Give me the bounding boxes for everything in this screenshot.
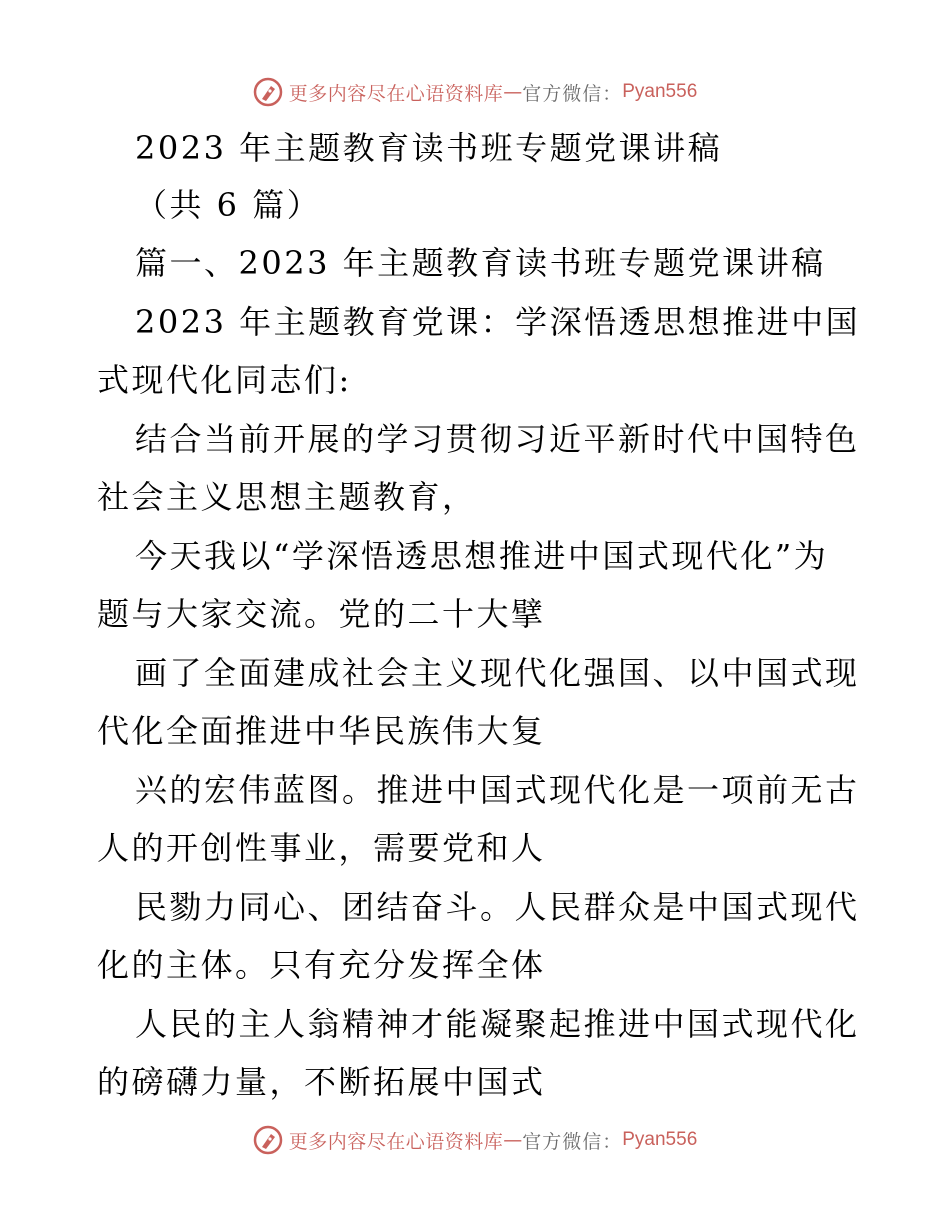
header-watermark [0, 72, 950, 112]
body-line: 题与大家交流。党的二十大擘 [97, 595, 546, 633]
watermark-dash: — [503, 1129, 523, 1151]
body-line: 化的主体。只有充分发挥全体 [97, 946, 546, 984]
body-line: 结合当前开展的学习贯彻习近平新时代中国特色 [135, 420, 860, 458]
watermark-main-text: 更多内容尽在心语资料库 [288, 82, 504, 105]
body-line: 代化全面推进中华民族伟大复 [97, 712, 546, 750]
body-line: 今天我以“学深悟透思想推进中国式现代化”为 [135, 537, 829, 575]
pen-nib-logo-icon [253, 1125, 283, 1155]
document-title: 2023 年主题教育读书班专题党课讲稿 [135, 129, 723, 167]
body-line: 2023 年主题教育党课：学深悟透思想推进中国 [135, 303, 861, 341]
body-line: 人民的主人翁精神才能凝聚起推进中国式现代化 [135, 1005, 860, 1043]
body-line: 画了全面建成社会主义现代化强国、以中国式现 [135, 654, 860, 692]
watermark-wechat-id: Pyan556 [622, 1129, 698, 1150]
footer-watermark [0, 1120, 950, 1160]
body-line: 人的开创性事业，需要党和人 [97, 829, 546, 867]
body-line: 的磅礴力量，不断拓展中国式 [97, 1063, 546, 1101]
pen-nib-logo-icon [253, 77, 283, 107]
body-line: 兴的宏伟蓝图。推进中国式现代化是一项前无古 [135, 771, 860, 809]
watermark-wechat-id: Pyan556 [622, 81, 698, 102]
watermark-main-text: 更多内容尽在心语资料库 [288, 1130, 504, 1153]
body-line: 社会主义思想主题教育， [97, 478, 477, 516]
watermark-dash: — [503, 81, 523, 103]
body-line: 式现代化同志们: [97, 361, 352, 399]
watermark-official-label: 官方微信： [522, 1130, 623, 1153]
body-line: 民勠力同心、团结奋斗。人民群众是中国式现代 [135, 888, 860, 926]
article-heading: 篇一、2023 年主题教育读书班专题党课讲稿 [135, 244, 826, 282]
watermark-official-label: 官方微信： [522, 82, 623, 105]
document-subtitle: （共 6 篇） [135, 186, 322, 224]
